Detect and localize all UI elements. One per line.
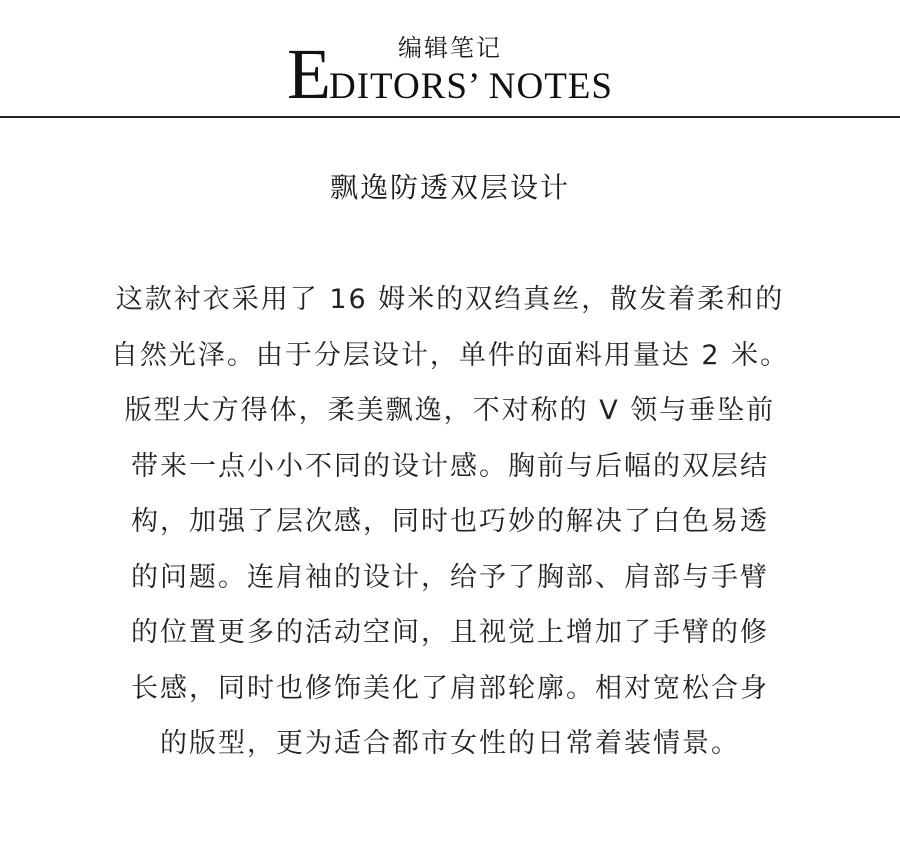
editors-notes-header [0, 0, 900, 118]
header-title-cn: 编辑笔记 [398, 34, 502, 62]
paragraph-line: 带来一点小小不同的设计感。胸前与后幅的双层结 [131, 450, 769, 482]
header-title-en [0, 34, 900, 114]
paragraph-line: 的版型，更为适合都市女性的日常着装情景。 [160, 728, 740, 759]
paragraph-line: 这款衬衣采用了 16 姆米的双绉真丝，散发着柔和的 [115, 284, 785, 315]
paragraph-line: 构，加强了层次感，同时也巧妙的解决了白色易透 [131, 506, 769, 537]
header-title-en-initial: E [287, 34, 331, 114]
paragraph-line: 长感，同时也修饰美化了肩部轮廓。相对宽松合身 [131, 672, 769, 704]
header-divider [0, 116, 900, 118]
section-title: 飘逸防透双层设计 [329, 171, 570, 204]
paragraph-line: 的位置更多的活动空间，且视觉上增加了手臂的修 [131, 617, 769, 648]
header-title-en-rest: DITORS’ NOTES [328, 66, 613, 107]
paragraph-line: 版型大方得体，柔美飘逸，不对称的 V 领与垂坠前 [124, 395, 776, 426]
paragraph-line: 的问题。连肩袖的设计，给予了胸部、肩部与手臂 [131, 561, 769, 593]
paragraph-line: 自然光泽。由于分层设计，单件的面料用量达 2 米。 [110, 339, 790, 371]
body-paragraph [70, 272, 830, 772]
